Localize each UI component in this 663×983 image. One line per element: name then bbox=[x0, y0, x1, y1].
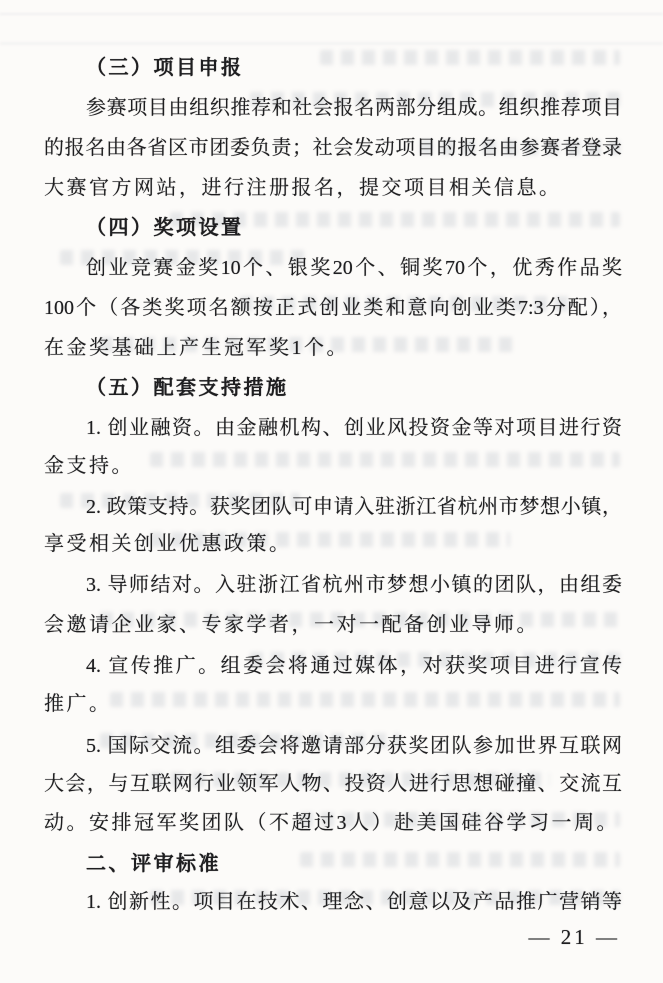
paragraph-line: 1. 创业融资。由金融机构、创业风投资金等对项目进行资 bbox=[86, 417, 622, 439]
paragraph-line: 享受相关创业优惠政策。 bbox=[44, 533, 292, 555]
paragraph-line: 大赛官方网站，进行注册报名，提交项目相关信息。 bbox=[44, 177, 562, 199]
page-number: — 21 — bbox=[528, 925, 620, 949]
paragraph-line: 4. 宣传推广。组委会将通过媒体，对获奖项目进行宣传 bbox=[86, 655, 622, 677]
paragraph-line: 推广。 bbox=[44, 693, 112, 715]
section-heading-review-criteria: 二、评审标准 bbox=[86, 853, 221, 875]
paragraph-line: 会邀请企业家、专家学者，一对一配备创业导师。 bbox=[44, 614, 539, 636]
paragraph-line: 100个（各类奖项名额按正式创业类和意向创业类7:3分配）， bbox=[44, 297, 622, 319]
paragraph-line: 1. 创新性。项目在技术、理念、创意以及产品推广营销等 bbox=[86, 891, 622, 913]
paragraph-line: 在金奖基础上产生冠军奖1个。 bbox=[44, 337, 349, 359]
section-heading-project-application: （三）项目申报 bbox=[86, 57, 244, 79]
scan-streak-artifact bbox=[0, 42, 663, 45]
paragraph-line: 动。安排冠军奖团队（不超过3人）赴美国硅谷学习一周。 bbox=[44, 812, 619, 834]
paragraph-line: 5. 国际交流。组委会将邀请部分获奖团队参加世界互联网 bbox=[86, 735, 622, 757]
scan-streak-artifact bbox=[0, 13, 663, 15]
paragraph-line: 参赛项目由组织推荐和社会报名两部分组成。组织推荐项目 bbox=[86, 97, 622, 119]
paragraph-line: 3. 导师结对。入驻浙江省杭州市梦想小镇的团队，由组委 bbox=[86, 574, 622, 596]
paragraph-line: 金支持。 bbox=[44, 455, 134, 477]
paragraph-line: 大会，与互联网行业领军人物、投资人进行思想碰撞、交流互 bbox=[44, 773, 622, 795]
section-heading-support-measures: （五）配套支持措施 bbox=[86, 377, 289, 399]
section-heading-award-setup: （四）奖项设置 bbox=[86, 217, 244, 239]
paragraph-line: 的报名由各省区市团委负责；社会发动项目的报名由参赛者登录 bbox=[44, 137, 622, 159]
paragraph-line: 创业竞赛金奖10个、银奖20个、铜奖70个，优秀作品奖 bbox=[86, 257, 622, 279]
paragraph-line: 2. 政策支持。获奖团队可申请入驻浙江省杭州市梦想小镇， bbox=[86, 496, 622, 518]
